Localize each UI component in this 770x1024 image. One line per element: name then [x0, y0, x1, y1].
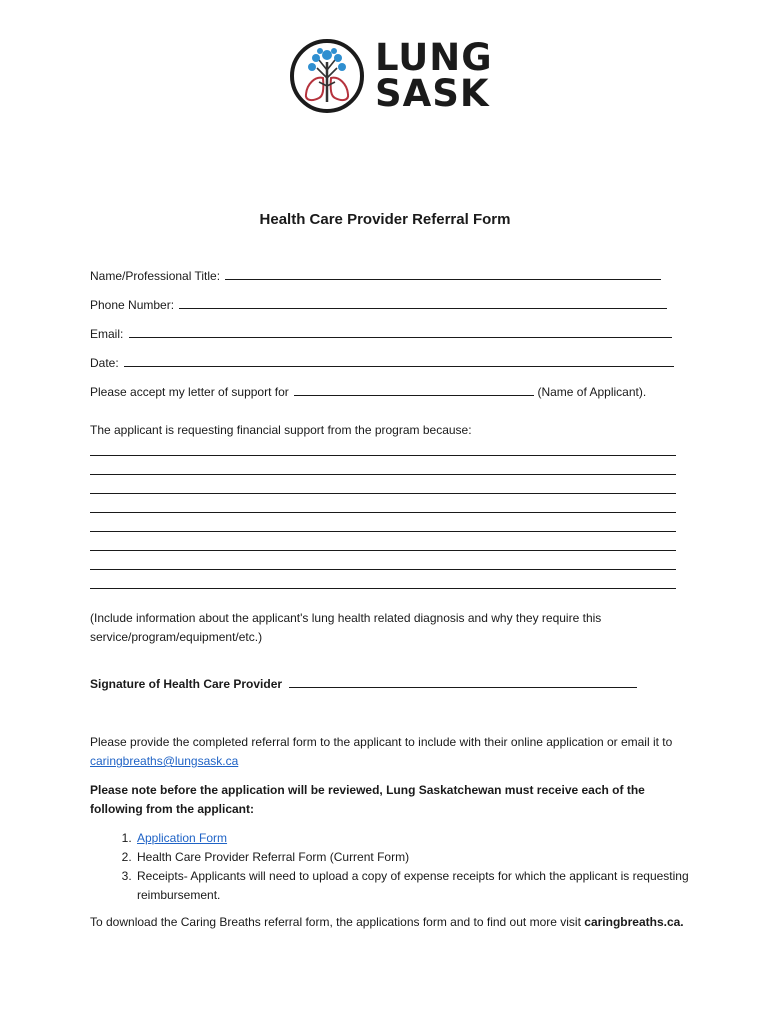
email-field-label: Email: [90, 327, 124, 341]
list-item [135, 848, 715, 867]
date-field-blank[interactable] [124, 356, 674, 367]
phone-field-row [90, 297, 667, 313]
application-form-link[interactable]: Application Form [137, 831, 228, 845]
name-field-row [90, 268, 661, 284]
support-suffix: (Name of Applicant). [537, 385, 647, 399]
closing-line [90, 914, 740, 930]
phone-field-blank[interactable] [179, 298, 667, 309]
lung-tree-logo-icon [289, 38, 365, 114]
requirements-list [90, 829, 715, 905]
signature-label: Signature of Health Care Provider [90, 677, 283, 691]
review-note: Please note before the application will be reviewed, Lung Saskatchewan must receive each of the following from the applicant: [90, 783, 645, 816]
logo-word-line1: LUNG [375, 36, 493, 79]
reason-line[interactable] [90, 512, 676, 513]
email-field-blank[interactable] [129, 327, 672, 338]
list-item [135, 867, 715, 905]
list-item[interactable] [135, 829, 715, 848]
reason-intro: The applicant is requesting financial support from the program because: [90, 423, 472, 437]
reason-line[interactable] [90, 493, 676, 494]
support-field-row [90, 384, 646, 400]
email-link[interactable]: caringbreaths@lungsask.ca [90, 754, 239, 768]
reason-line[interactable] [90, 588, 676, 589]
lung-sask-logo [289, 36, 493, 115]
support-prefix: Please accept my letter of support for [90, 385, 289, 399]
provide-instructions [90, 733, 680, 771]
logo-word-line2: SASK [375, 72, 490, 115]
list-item-text: Receipts- Applicants will need to upload a copy of expense receipts for which the applicant is requesting reimbursement. [137, 869, 689, 902]
closing-site: caringbreaths.ca. [584, 915, 684, 929]
email-field-row [90, 326, 672, 342]
include-note: (Include information about the applicant's lung health related diagnosis and why they require this service/program/equipment/etc.) [90, 611, 602, 644]
closing-text: To download the Caring Breaths referral form, the applications form and to find out more visit [90, 915, 581, 929]
provide-text: Please provide the completed referral form to the applicant to include with their online application or email it to [90, 735, 673, 749]
name-field-blank[interactable] [225, 269, 661, 280]
name-field-label: Name/Professional Title: [90, 269, 221, 283]
reason-line[interactable] [90, 455, 676, 456]
form-title: Health Care Provider Referral Form [259, 211, 511, 228]
reason-line[interactable] [90, 531, 676, 532]
reason-line[interactable] [90, 550, 676, 551]
applicant-name-blank[interactable] [294, 385, 534, 396]
signature-row [90, 676, 637, 692]
signature-blank[interactable] [289, 677, 637, 688]
reason-line[interactable] [90, 474, 676, 475]
phone-field-label: Phone Number: [90, 298, 175, 312]
list-item-text: Health Care Provider Referral Form (Current Form) [137, 850, 410, 864]
reason-line[interactable] [90, 569, 676, 570]
date-field-row [90, 355, 674, 371]
date-field-label: Date: [90, 356, 119, 370]
